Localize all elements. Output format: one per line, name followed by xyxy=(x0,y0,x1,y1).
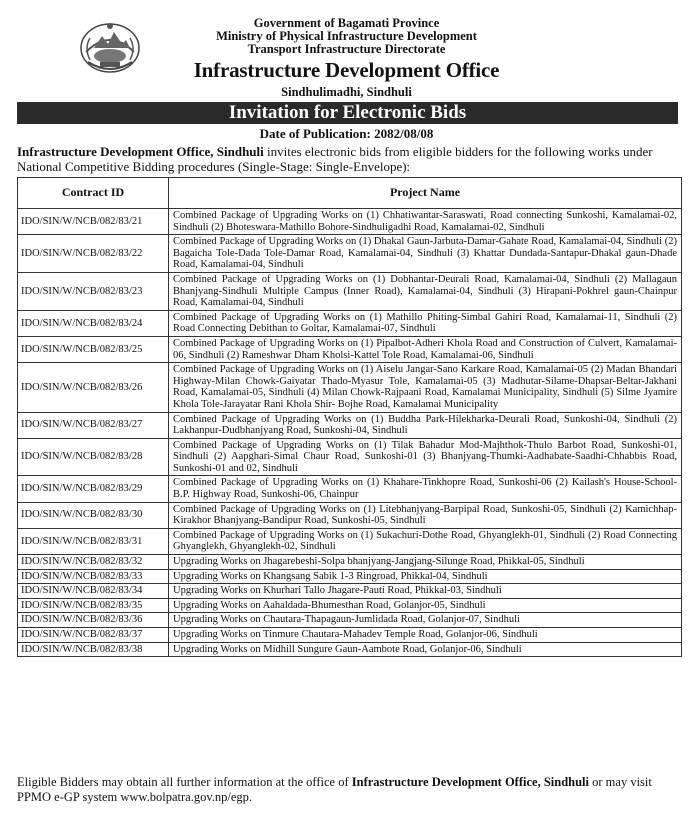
project-name-cell: Combined Package of Upgrading Works on (1) Dobhantar-Deurali Road, Kamalamai-04, Sindhuli (2) Mallagaun Bhanjyang-Sindhuli Multiple Campus (Inner Road), Kamalamai-04, Sindhuli (3) Hirapani-Pokhrel gaun-Chainpur Road, Kamalamai-04, Sindhuli xyxy=(169,272,682,310)
contract-id-cell: IDO/SIN/W/NCB/082/83/25 xyxy=(18,336,169,362)
table-row xyxy=(18,502,682,528)
project-name-cell: Upgrading Works on Chautara-Thapagaun-Jumlidada Road, Golanjor-07, Sindhuli xyxy=(169,613,682,628)
table-row xyxy=(18,569,682,584)
contract-id-cell: IDO/SIN/W/NCB/082/83/31 xyxy=(18,528,169,554)
intro-paragraph xyxy=(17,144,681,174)
project-name-cell: Combined Package of Upgrading Works on (1) Tilak Bahadur Mod-Majhthok-Thulo Barbot Road, Sunkoshi-01, Sindhuli (2) Aapghari-Simal Chaur Road, Sunkoshi-01 (3) Bhanjyang-Thumki-Aadhabate-Saadhi-Chhabbis Road, Sunkoshi-01 and 02, Sindhuli xyxy=(169,438,682,476)
table-row xyxy=(18,310,682,336)
project-name-cell: Upgrading Works on Khurhari Tallo Jhagare-Pauti Road, Phikkal-03, Sindhuli xyxy=(169,584,682,599)
table-row xyxy=(18,412,682,438)
footer-office-name: Infrastructure Development Office, Sindhuli xyxy=(351,775,590,789)
contract-id-cell: IDO/SIN/W/NCB/082/83/37 xyxy=(18,628,169,643)
project-name-cell: Upgrading Works on Jhagarebeshi-Solpa bhanjyang-Jangjang-Silunge Road, Phikkal-05, Sindhuli xyxy=(169,555,682,570)
contract-id-cell: IDO/SIN/W/NCB/082/83/26 xyxy=(18,363,169,412)
project-name-cell: Combined Package of Upgrading Works on (1) Litebhanjyang-Barpipal Road, Sunkoshi-05, Sindhuli (2) Kamichhap-Kirakhor Bhanjyang-Bandipur Road, Sunkoshi-05, Sindhuli xyxy=(169,502,682,528)
contract-id-cell: IDO/SIN/W/NCB/082/83/24 xyxy=(18,310,169,336)
project-name-cell: Combined Package of Upgrading Works on (1) Aiselu Jangar-Sano Karkare Road, Kamalamai-05 (2) Madan Bhandari Highway-Milan Chowk-Gaiyatar Thado-Myasur Tole, Kamalamai-05 (3) Madhutar-Silame-Dhapsar-Beltar-Jakhani Road, Kamalamai-05, Sindhuli (4) Milan Chowk-Rajpaani Road, Kamalamai Municipality, Sindhuli (5) Silme Jyamire Khola Tole-Jarayatar Rani Khola Shir- Bojhe Road, Kamalamai Municipality xyxy=(169,363,682,412)
table-row xyxy=(18,598,682,613)
footer-paragraph xyxy=(17,775,681,805)
project-name-cell: Combined Package of Upgrading Works on (1) Sukachuri-Dothe Road, Ghyanglekh-01, Sindhuli (2) Road Connecting Ghyanglekh, Ghyanglekh-02, Sindhuli xyxy=(169,528,682,554)
table-row xyxy=(18,272,682,310)
contract-id-cell: IDO/SIN/W/NCB/082/83/35 xyxy=(18,598,169,613)
project-name-cell: Combined Package of Upgrading Works on (1) Khahare-Tinkhopre Road, Sunkoshi-06 (2) Kailash's House-School-B.P. Highway Road, Sunkoshi-06, Chainpur xyxy=(169,476,682,502)
table-row xyxy=(18,363,682,412)
publication-date: Date of Publication: 2082/08/08 xyxy=(259,126,434,141)
contract-id-cell: IDO/SIN/W/NCB/082/83/33 xyxy=(18,569,169,584)
contracts-table xyxy=(17,177,682,657)
table-row xyxy=(18,555,682,570)
contract-id-cell: IDO/SIN/W/NCB/082/83/21 xyxy=(18,209,169,235)
project-name-cell: Upgrading Works on Midhill Sungure Gaun-Aambote Road, Golanjor-06, Sindhuli xyxy=(169,642,682,657)
table-row xyxy=(18,528,682,554)
table-row xyxy=(18,476,682,502)
header-directorate: Transport Infrastructure Directorate xyxy=(247,42,446,56)
contract-id-cell: IDO/SIN/W/NCB/082/83/36 xyxy=(18,613,169,628)
table-row xyxy=(18,235,682,273)
contract-id-cell: IDO/SIN/W/NCB/082/83/28 xyxy=(18,438,169,476)
table-row xyxy=(18,642,682,657)
column-header-contract-id: Contract ID xyxy=(18,178,169,209)
project-name-cell: Upgrading Works on Khangsang Sabik 1-3 Ringroad, Phikkal-04, Sindhuli xyxy=(169,569,682,584)
contract-id-cell: IDO/SIN/W/NCB/082/83/34 xyxy=(18,584,169,599)
table-row xyxy=(18,584,682,599)
contract-id-cell: IDO/SIN/W/NCB/082/83/23 xyxy=(18,272,169,310)
project-name-cell: Combined Package of Upgrading Works on (1) Pipalbot-Adheri Khola Road and Construction of Culvert, Kamalamai-06, Sindhuli (2) Rameshwar Dham Kholsi-Kattel Tole Road, Kamalamai-06, Sindhuli xyxy=(169,336,682,362)
project-name-cell: Combined Package of Upgrading Works on (1) Dhakal Gaun-Jarbuta-Damar-Gahate Road, Kamalamai-04, Sindhuli (2) Bagaicha Tole-Dada Tole-Damar Road, Kamalamai-04, Sindhuli (3) Khattar Dundada-Santapur-Dhakal gaun-Dhade Road, Kamalamai-04, Sindhuli xyxy=(169,235,682,273)
contracts-table-body xyxy=(18,209,682,657)
footer-text-end: or may visit PPMO e-GP system www.bolpatra.gov.np/egp. xyxy=(17,775,652,804)
column-header-project-name: Project Name xyxy=(169,178,682,209)
table-row xyxy=(18,209,682,235)
project-name-cell: Upgrading Works on Tinmure Chautara-Mahadev Temple Road, Golanjor-06, Sindhuli xyxy=(169,628,682,643)
project-name-cell: Upgrading Works on Aahaldada-Bhumesthan Road, Golanjor-05, Sindhuli xyxy=(169,598,682,613)
project-name-cell: Combined Package of Upgrading Works on (1) Mathillo Phiting-Simbal Gahiri Road, Kamalamai-11, Sindhuli (2) Road Connecting Debithan to Goltar, Kamalamai-07, Sindhuli xyxy=(169,310,682,336)
contract-id-cell: IDO/SIN/W/NCB/082/83/27 xyxy=(18,412,169,438)
contract-id-cell: IDO/SIN/W/NCB/082/83/38 xyxy=(18,642,169,657)
footer-text-start: Eligible Bidders may obtain all further information at the office of xyxy=(17,775,352,789)
table-row xyxy=(18,628,682,643)
header-ministry: Ministry of Physical Infrastructure Development xyxy=(216,29,477,43)
contract-id-cell: IDO/SIN/W/NCB/082/83/29 xyxy=(18,476,169,502)
table-header-row xyxy=(18,178,682,209)
project-name-cell: Combined Package of Upgrading Works on (1) Chhatiwantar-Saraswati, Road connecting Sunkoshi, Kamalamai-02, Sindhuli (2) Bhoteswara-Mathillo Bohore-Sindhuligadhi Road, Kamalamai-02, Sindhuli xyxy=(169,209,682,235)
header-government: Government of Bagamati Province xyxy=(253,16,440,30)
header-office: Infrastructure Development Office xyxy=(193,58,500,82)
contract-id-cell: IDO/SIN/W/NCB/082/83/32 xyxy=(18,555,169,570)
intro-text: invites electronic bids from eligible bidders for the following works under National Competitive Bidding procedures (Single-Stage: Single-Envelope): xyxy=(17,144,653,174)
header-location: Sindhulimadhi, Sindhuli xyxy=(281,85,412,99)
contract-id-cell: IDO/SIN/W/NCB/082/83/30 xyxy=(18,502,169,528)
intro-office-name: Infrastructure Development Office, Sindhuli xyxy=(17,144,264,159)
table-row xyxy=(18,613,682,628)
project-name-cell: Combined Package of Upgrading Works on (1) Buddha Park-Hilekharka-Deurali Road, Sunkoshi-04, Sindhuli (2) Lakhanpur-Dudbhanjyang Road, Sunkoshi-04, Sindhuli xyxy=(169,412,682,438)
table-row xyxy=(18,438,682,476)
notice-title-banner: Invitation for Electronic Bids xyxy=(17,102,678,124)
table-row xyxy=(18,336,682,362)
contract-id-cell: IDO/SIN/W/NCB/082/83/22 xyxy=(18,235,169,273)
